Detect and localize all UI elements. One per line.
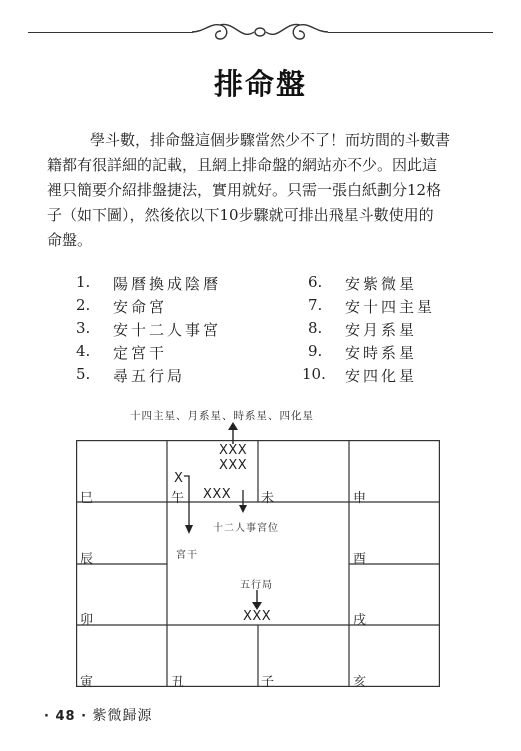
intro-line-3: 裡只簡要介紹排盤捷法，實用就好。只需一張白紙劃分12格	[47, 181, 442, 199]
wu-palace-value: XXX	[203, 487, 232, 502]
book-title: 紫微歸源	[92, 708, 153, 724]
step-number: 5.	[76, 365, 91, 383]
twelve-palace-note: 十二人事宮位	[213, 523, 279, 534]
step-text: 安十四主星	[345, 298, 436, 316]
branch-label-wu: 午	[171, 491, 185, 506]
arrow-up-icon	[225, 422, 241, 444]
step-text: 安月系星	[345, 321, 418, 339]
step-number: 3.	[76, 319, 91, 337]
branch-label-zi: 子	[261, 675, 275, 690]
step-text: 安時系星	[345, 344, 418, 362]
branch-label-xu: 戌	[353, 613, 367, 628]
step-number: 8.	[308, 319, 323, 337]
star-placeholder: XXX	[219, 443, 248, 458]
branch-label-you: 酉	[353, 552, 367, 567]
branch-label-chou: 丑	[171, 675, 185, 690]
step-number: 9.	[308, 342, 323, 360]
step-text: 安十二人事宮	[113, 321, 222, 339]
branch-label-wei: 未	[261, 491, 275, 506]
star-placeholder: XXX	[219, 458, 248, 473]
step-number: 10.	[302, 365, 326, 383]
step-number: 1.	[76, 273, 91, 291]
palace-grid	[76, 440, 440, 687]
step-text: 陽曆換成陰曆	[113, 275, 222, 293]
page-number: · 48 ·	[44, 709, 88, 724]
step-number: 4.	[76, 342, 91, 360]
branch-label-si: 巳	[80, 491, 94, 506]
element-value: XXX	[243, 609, 272, 624]
step-text: 安命宮	[113, 298, 168, 316]
branch-label-yin: 寅	[80, 675, 94, 690]
branch-label-shen: 申	[353, 491, 367, 506]
branch-label-chen: 辰	[80, 552, 94, 567]
header-rule-right	[328, 32, 493, 33]
header-ornament-icon	[190, 19, 330, 45]
intro-line-1: 學斗數，排命盤這個步驟當然少不了！而坊間的斗數書	[90, 131, 451, 149]
gan-note: 宮干	[176, 550, 198, 561]
header-rule-left	[28, 32, 193, 33]
step-text: 尋五行局	[113, 367, 186, 385]
intro-line-2: 籍都有很詳細的記載，且網上排命盤的網站亦不少。因此這	[47, 156, 438, 174]
intro-line-5: 命盤。	[47, 231, 93, 249]
diagram-top-note: 十四主星、月系星、時系星、四化星	[130, 410, 314, 422]
step-number: 2.	[76, 296, 91, 314]
intro-line-4: 子（如下圖），然後依以下10步驟就可排出飛星斗數使用的	[47, 206, 434, 224]
element-note: 五行局	[240, 580, 273, 591]
step-text: 定宮干	[113, 344, 168, 362]
step-number: 6.	[308, 273, 323, 291]
branch-label-mao: 卯	[80, 613, 94, 628]
arrow-down-icon	[250, 590, 264, 610]
page-footer	[44, 705, 152, 725]
branch-label-hai: 亥	[353, 675, 367, 690]
step-number: 7.	[308, 296, 323, 314]
step-text: 安紫微星	[345, 275, 418, 293]
gan-marker: X	[174, 471, 184, 486]
page-title: 排命盤	[213, 67, 307, 101]
step-text: 安四化星	[345, 367, 418, 385]
